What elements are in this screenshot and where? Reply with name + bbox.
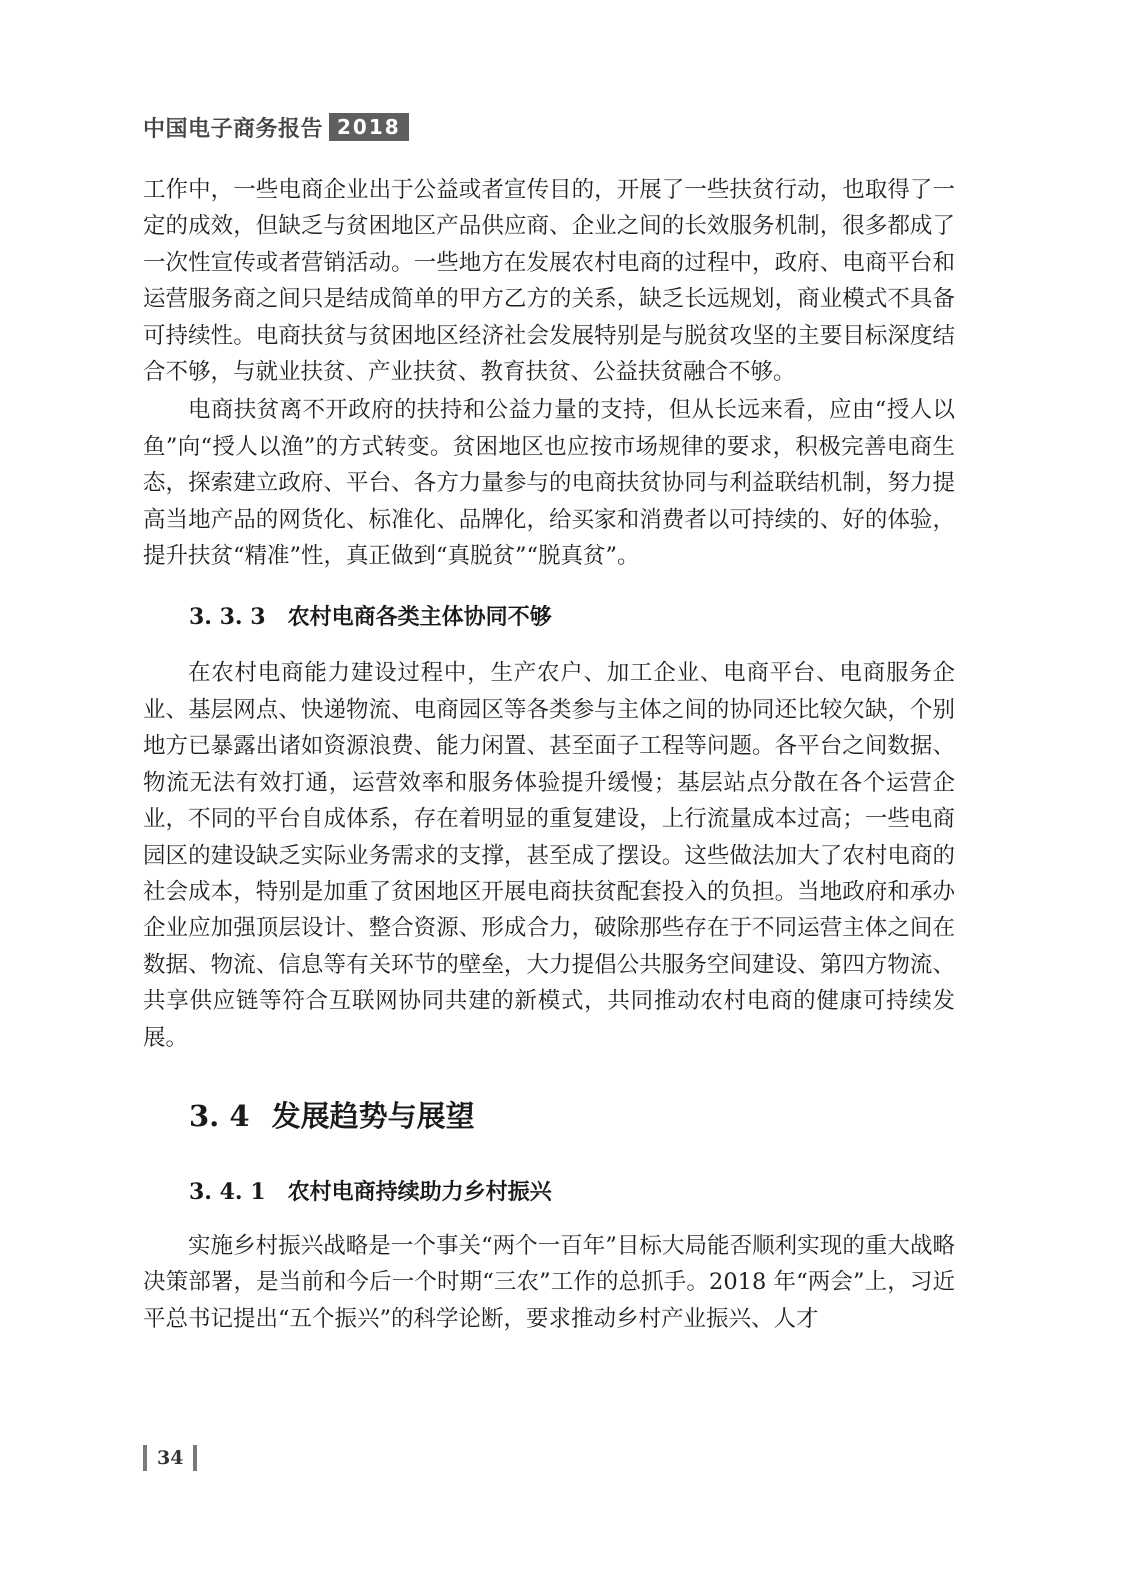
heading-number: 3. 4 [189, 1098, 250, 1133]
left-divider [143, 1445, 147, 1471]
paragraph-4: 实施乡村振兴战略是一个事关“两个一百年”目标大局能否顺利实现的重大战略决策部署，是当前和今后一个时期“三农”工作的总抓手。2018 年“两会”上，习近平总书记提出“五个振兴”的科学论断，要求推动乡村产业振兴、人才 [143, 1232, 955, 1332]
body-content [143, 172, 955, 1337]
page-number: 34 [157, 1447, 184, 1469]
heading-3-4-1 [143, 1175, 955, 1206]
heading-3-3-3 [143, 600, 955, 631]
right-divider [193, 1445, 197, 1471]
paragraph-1: 工作中，一些电商企业出于公益或者宣传目的，开展了一些扶贫行动，也取得了一定的成效，但缺乏与贫困地区产品供应商、企业之间的长效服务机制，很多都成了一次性宣传或者营销活动。一些地方在发展农村电商的过程中，政府、电商平台和运营服务商之间只是结成简单的甲方乙方的关系，缺乏长远规划，商业模式不具备可持续性。电商扶贫与贫困地区经济社会发展特别是与脱贫攻坚的主要目标深度结合不够，与就业扶贫、产业扶贫、教育扶贫、公益扶贫融合不够。 [143, 177, 955, 386]
paragraph-2: 电商扶贫离不开政府的扶持和公益力量的支持，但从长远来看，应由“授人以鱼”向“授人以渔”的方式转变。贫困地区也应按市场规律的要求，积极完善电商生态，探索建立政府、平台、各方力量参与的电商扶贫协同与利益联结机制，努力提高当地产品的网货化、标准化、品牌化，给买家和消费者以可持续的、好的体验，提升扶贫“精准”性，真正做到“真脱贫”“脱真贫”。 [143, 397, 955, 570]
heading-number: 3. 4. 1 [189, 1178, 266, 1205]
heading-text: 农村电商各类主体协同不够 [287, 605, 552, 631]
heading-3-4 [143, 1094, 955, 1135]
running-header [143, 110, 409, 144]
paragraph-3: 在农村电商能力建设过程中，生产农户、加工企业、电商平台、电商服务企业、基层网点、快递物流、电商园区等各类参与主体之间的协同还比较欠缺，个别地方已暴露出诸如资源浪费、能力闲置、甚至面子工程等问题。各平台之间数据、物流无法有效打通，运营效率和服务体验提升缓慢；基层站点分散在各个运营企业，不同的平台自成体系，存在着明显的重复建设，上行流量成本过高；一些电商园区的建设缺乏实际业务需求的支撑，甚至成了摆设。这些做法加大了农村电商的社会成本，特别是加重了贫困地区开展电商扶贫配套投入的负担。当地政府和承办企业应加强顶层设计、整合资源、形成合力，破除那些存在于不同运营主体之间在数据、物流、信息等有关环节的壁垒，大力提倡公共服务空间建设、第四方物流、共享供应链等符合互联网协同共建的新模式，共同推动农村电商的健康可持续发展。 [143, 660, 955, 1051]
year-badge: 2018 [329, 113, 409, 141]
heading-text: 发展趋势与展望 [271, 1098, 475, 1133]
page-number-footer [143, 1442, 197, 1474]
report-title: 中国电子商务报告 [143, 116, 324, 142]
heading-number: 3. 3. 3 [189, 604, 266, 631]
heading-text: 农村电商持续助力乡村振兴 [287, 1179, 552, 1205]
